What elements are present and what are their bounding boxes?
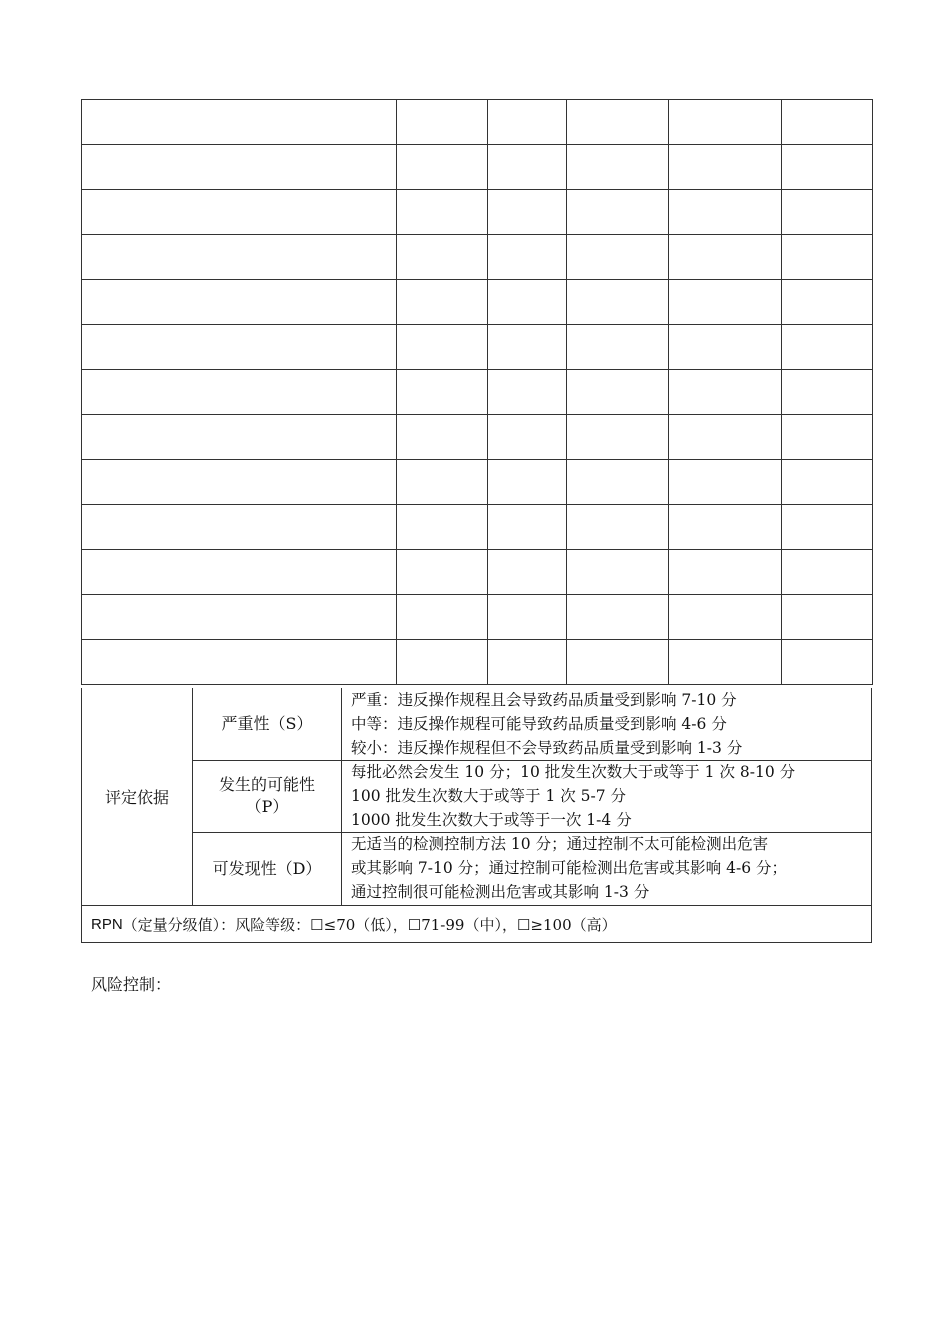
rpn-row xyxy=(82,905,871,942)
table-cell xyxy=(488,325,567,370)
detectability-line-1: 无适当的检测控制方法 10 分；通过控制不太可能检测出危害 xyxy=(351,835,769,853)
table-cell xyxy=(82,640,397,685)
table-cell xyxy=(567,640,669,685)
table-cell xyxy=(782,100,873,145)
detectability-title xyxy=(193,832,342,905)
probability-line-2: 100 批发生次数大于或等于 1 次 5-7 分 xyxy=(351,787,627,805)
risk-assessment-grid xyxy=(81,99,873,685)
table-cell xyxy=(82,145,397,190)
table-cell xyxy=(567,415,669,460)
table-cell xyxy=(82,415,397,460)
table-cell xyxy=(567,190,669,235)
detectability-line-3: 通过控制很可能检测出危害或其影响 1-3 分 xyxy=(351,883,650,901)
rpn-text: （定量分级值）：风险等级：☐≤70（低），☐71-99（中），☐≥100（高） xyxy=(122,915,617,934)
table-cell xyxy=(488,235,567,280)
table-row xyxy=(82,550,873,595)
evaluation-criteria-block xyxy=(81,688,872,943)
table-cell xyxy=(567,100,669,145)
table-row xyxy=(82,325,873,370)
table-cell xyxy=(397,100,488,145)
table-cell xyxy=(567,280,669,325)
probability-title-line-2: （P） xyxy=(245,797,289,816)
probability-title xyxy=(193,760,342,832)
table-cell xyxy=(488,595,567,640)
table-cell xyxy=(488,100,567,145)
table-cell xyxy=(669,595,782,640)
table-cell xyxy=(488,415,567,460)
table-cell xyxy=(782,550,873,595)
table-row xyxy=(82,640,873,685)
table-cell xyxy=(488,505,567,550)
table-cell xyxy=(669,325,782,370)
table-cell xyxy=(782,460,873,505)
table-cell xyxy=(397,415,488,460)
table-row xyxy=(82,100,873,145)
table-cell xyxy=(82,100,397,145)
table-row xyxy=(82,505,873,550)
table-cell xyxy=(782,145,873,190)
severity-line-1: 严重：违反操作规程且会导致药品质量受到影响 7-10 分 xyxy=(351,691,737,709)
table-cell xyxy=(782,280,873,325)
table-cell xyxy=(782,415,873,460)
severity-title-text: 严重性（S） xyxy=(221,714,313,733)
table-cell xyxy=(82,190,397,235)
table-cell xyxy=(488,145,567,190)
table-cell xyxy=(669,460,782,505)
rpn-key: RPN xyxy=(91,915,123,933)
table-cell xyxy=(567,145,669,190)
table-cell xyxy=(397,235,488,280)
table-cell xyxy=(397,595,488,640)
table-row xyxy=(82,145,873,190)
table-cell xyxy=(488,460,567,505)
table-cell xyxy=(488,190,567,235)
table-cell xyxy=(488,640,567,685)
table-cell xyxy=(567,370,669,415)
table-cell xyxy=(397,280,488,325)
table-cell xyxy=(397,460,488,505)
detectability-description xyxy=(342,832,871,905)
table-cell xyxy=(397,190,488,235)
table-cell xyxy=(782,505,873,550)
table-row xyxy=(82,415,873,460)
table-row xyxy=(82,595,873,640)
severity-title xyxy=(193,688,342,760)
table-cell xyxy=(82,505,397,550)
table-cell xyxy=(567,325,669,370)
table-cell xyxy=(567,505,669,550)
table-cell xyxy=(782,640,873,685)
table-cell xyxy=(397,370,488,415)
table-cell xyxy=(488,370,567,415)
table-cell xyxy=(488,550,567,595)
table-cell xyxy=(782,235,873,280)
table-cell xyxy=(669,145,782,190)
table-cell xyxy=(567,235,669,280)
probability-description xyxy=(342,760,871,832)
table-cell xyxy=(82,460,397,505)
table-cell xyxy=(82,235,397,280)
table-cell xyxy=(82,550,397,595)
table-cell xyxy=(669,370,782,415)
criteria-label: 评定依据 xyxy=(82,688,193,905)
probability-line-3: 1000 批发生次数大于或等于一次 1-4 分 xyxy=(351,811,632,829)
probability-line-1: 每批必然会发生 10 分；10 批发生次数大于或等于 1 次 8-10 分 xyxy=(351,763,796,781)
table-row xyxy=(82,190,873,235)
table-cell xyxy=(82,280,397,325)
table-cell xyxy=(782,595,873,640)
table-cell xyxy=(669,550,782,595)
table-cell xyxy=(669,100,782,145)
table-cell xyxy=(397,550,488,595)
table-cell xyxy=(82,595,397,640)
table-cell xyxy=(669,640,782,685)
table-cell xyxy=(82,370,397,415)
severity-description xyxy=(342,688,871,760)
table-cell xyxy=(567,550,669,595)
table-row xyxy=(82,370,873,415)
table-cell xyxy=(397,325,488,370)
risk-control-label: 风险控制： xyxy=(91,975,172,994)
table-cell xyxy=(397,505,488,550)
table-cell xyxy=(782,370,873,415)
table-cell xyxy=(567,595,669,640)
table-row xyxy=(82,235,873,280)
table-cell xyxy=(397,640,488,685)
table-cell xyxy=(669,280,782,325)
table-cell xyxy=(669,235,782,280)
table-cell xyxy=(397,145,488,190)
table-cell xyxy=(669,190,782,235)
severity-line-2: 中等：违反操作规程可能导致药品质量受到影响 4-6 分 xyxy=(351,715,727,733)
table-row xyxy=(82,280,873,325)
table-cell xyxy=(669,505,782,550)
table-row xyxy=(82,460,873,505)
table-cell xyxy=(567,460,669,505)
severity-line-3: 较小：违反操作规程但不会导致药品质量受到影响 1-3 分 xyxy=(351,739,743,757)
detectability-title-text: 可发现性（D） xyxy=(212,858,322,878)
table-cell xyxy=(782,325,873,370)
table-cell xyxy=(782,190,873,235)
detectability-line-2: 或其影响 7-10 分；通过控制可能检测出危害或其影响 4-6 分； xyxy=(351,859,787,877)
table-cell xyxy=(669,415,782,460)
table-cell xyxy=(488,280,567,325)
probability-title-line-1: 发生的可能性 xyxy=(218,775,315,794)
table-cell xyxy=(82,325,397,370)
